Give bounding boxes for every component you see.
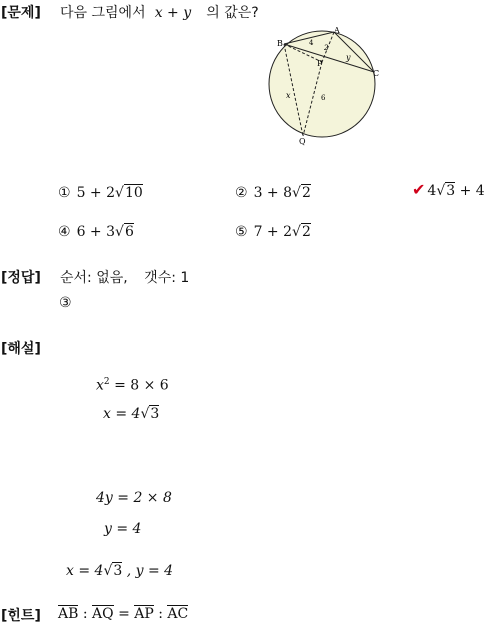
answer-count: 갯수: 1 (144, 270, 190, 286)
choice-1-marker: ① (58, 185, 71, 201)
choice-4[interactable]: ④ 6 + 3√6 (58, 224, 134, 240)
choice-4-a: 6 + 3 (76, 224, 116, 240)
explanation-label: [해설] (1, 341, 41, 357)
choice-1[interactable]: ① 5 + 2√10 (58, 185, 143, 201)
choice-2-marker: ② (235, 185, 248, 201)
question-after: 의 값은? (206, 5, 259, 21)
point-q-label: Q (299, 137, 306, 146)
segment-label-y: y (346, 53, 351, 62)
choice-3-a: 4 (427, 183, 437, 199)
choice-3-b: + 4 (455, 183, 485, 199)
choice-5[interactable]: ⑤ 7 + 2√2 (235, 224, 311, 240)
choice-2[interactable]: ② 3 + 8√2 (235, 185, 311, 201)
problem-label: [문제] (1, 5, 41, 21)
point-c-label: C (373, 69, 380, 78)
question-before: 다음 그림에서 (60, 5, 146, 21)
choice-4-marker: ④ (58, 224, 71, 240)
choice-3[interactable]: ✔ 4√3 + 4 (412, 180, 485, 199)
choice-2-a: 3 + 8 (253, 185, 293, 201)
choice-3-rad: 3 (446, 183, 456, 199)
answer-value: ③ (59, 295, 72, 311)
geometry-figure (262, 24, 392, 148)
explanation-eq1: $x^2 = 8 \times 6$ (96, 377, 169, 394)
answer-order: 순서: 없음, (60, 270, 128, 286)
choice-1-rad: 10 (124, 185, 143, 201)
explanation-eq2: x = 4√3 (103, 406, 160, 422)
circle (269, 31, 375, 137)
question-text (60, 2, 259, 22)
checkmark-icon: ✔ (412, 180, 426, 199)
segment-label-2: 2 (324, 44, 329, 52)
point-b-label: B (277, 39, 283, 48)
question-math: x + y (154, 5, 192, 21)
choice-5-a: 7 + 2 (253, 224, 293, 240)
choice-4-rad: 6 (124, 224, 134, 240)
answer-label: [정답] (1, 270, 41, 286)
segment-label-4: 4 (309, 39, 314, 47)
hint-label: [힌트] (1, 608, 41, 624)
explanation-eq3: 4y = 2 × 8 (96, 490, 172, 506)
segment-label-6: 6 (321, 94, 326, 102)
explanation-eq5: x = 4√3 , y = 4 (66, 563, 174, 579)
choice-5-rad: 2 (301, 224, 311, 240)
choice-5-marker: ⑤ (235, 224, 248, 240)
segment-label-x: x (286, 91, 291, 100)
point-a-label: A (334, 26, 340, 35)
choice-1-a: 5 + 2 (76, 185, 116, 201)
point-p-label: P (317, 59, 323, 68)
hint-ratio: AB : AQ = AP : AC (58, 606, 189, 622)
choice-2-rad: 2 (301, 185, 311, 201)
answer-meta (60, 267, 189, 287)
explanation-eq4: y = 4 (104, 521, 142, 537)
